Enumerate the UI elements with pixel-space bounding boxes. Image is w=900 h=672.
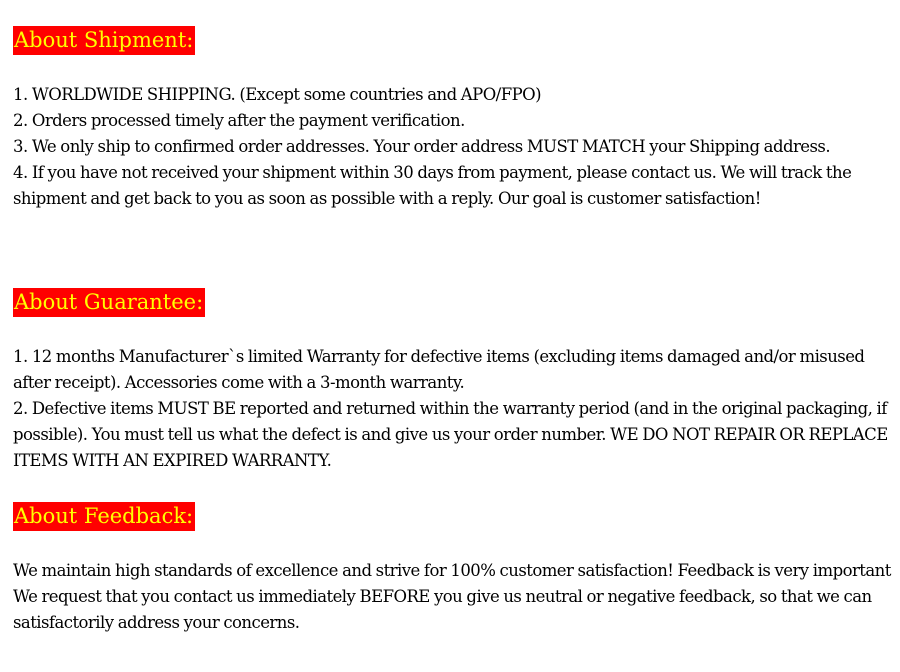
- shipment-item: 2. Orders processed timely after the payment verification.: [13, 111, 465, 130]
- guarantee-item: 2. Defective items MUST BE reported and returned within the warranty period (and in the original packaging, if possible). You must tell us what the defect is and give us your order number. WE DO NOT REPAIR OR REPLACE ITEMS WITH AN EXPIRED WARRANTY.: [13, 399, 888, 470]
- guarantee-item: 1. 12 months Manufacturer`s limited Warranty for defective items (excluding items damaged and/or misused after receipt). Accessories come with a 3-month warranty.: [13, 347, 865, 392]
- shipment-item: 4. If you have not received your shipment within 30 days from payment, please contact us. We will track the shipment and get back to you as soon as possible with a reply. Our goal is customer satisfaction!: [13, 163, 852, 208]
- shipment-section: [13, 26, 893, 212]
- feedback-heading: About Feedback:: [13, 502, 195, 531]
- shipment-heading: About Shipment:: [13, 26, 195, 55]
- guarantee-heading: About Guarantee:: [13, 288, 205, 317]
- feedback-text: We maintain high standards of excellence and strive for 100% customer satisfaction! Feedback is very important We request that you contact us immediately BEFORE you give us neutral or negative feedback, so that we can satisfactorily address your concerns.: [13, 561, 891, 632]
- shipment-list: [13, 82, 893, 212]
- feedback-body: [13, 558, 893, 636]
- shipment-item: 3. We only ship to confirmed order addresses. Your order address MUST MATCH your Shipping address.: [13, 137, 831, 156]
- guarantee-list: [13, 344, 893, 474]
- feedback-section: [13, 502, 893, 636]
- guarantee-section: [13, 288, 893, 474]
- shipment-item: 1. WORLDWIDE SHIPPING. (Except some countries and APO/FPO): [13, 85, 542, 104]
